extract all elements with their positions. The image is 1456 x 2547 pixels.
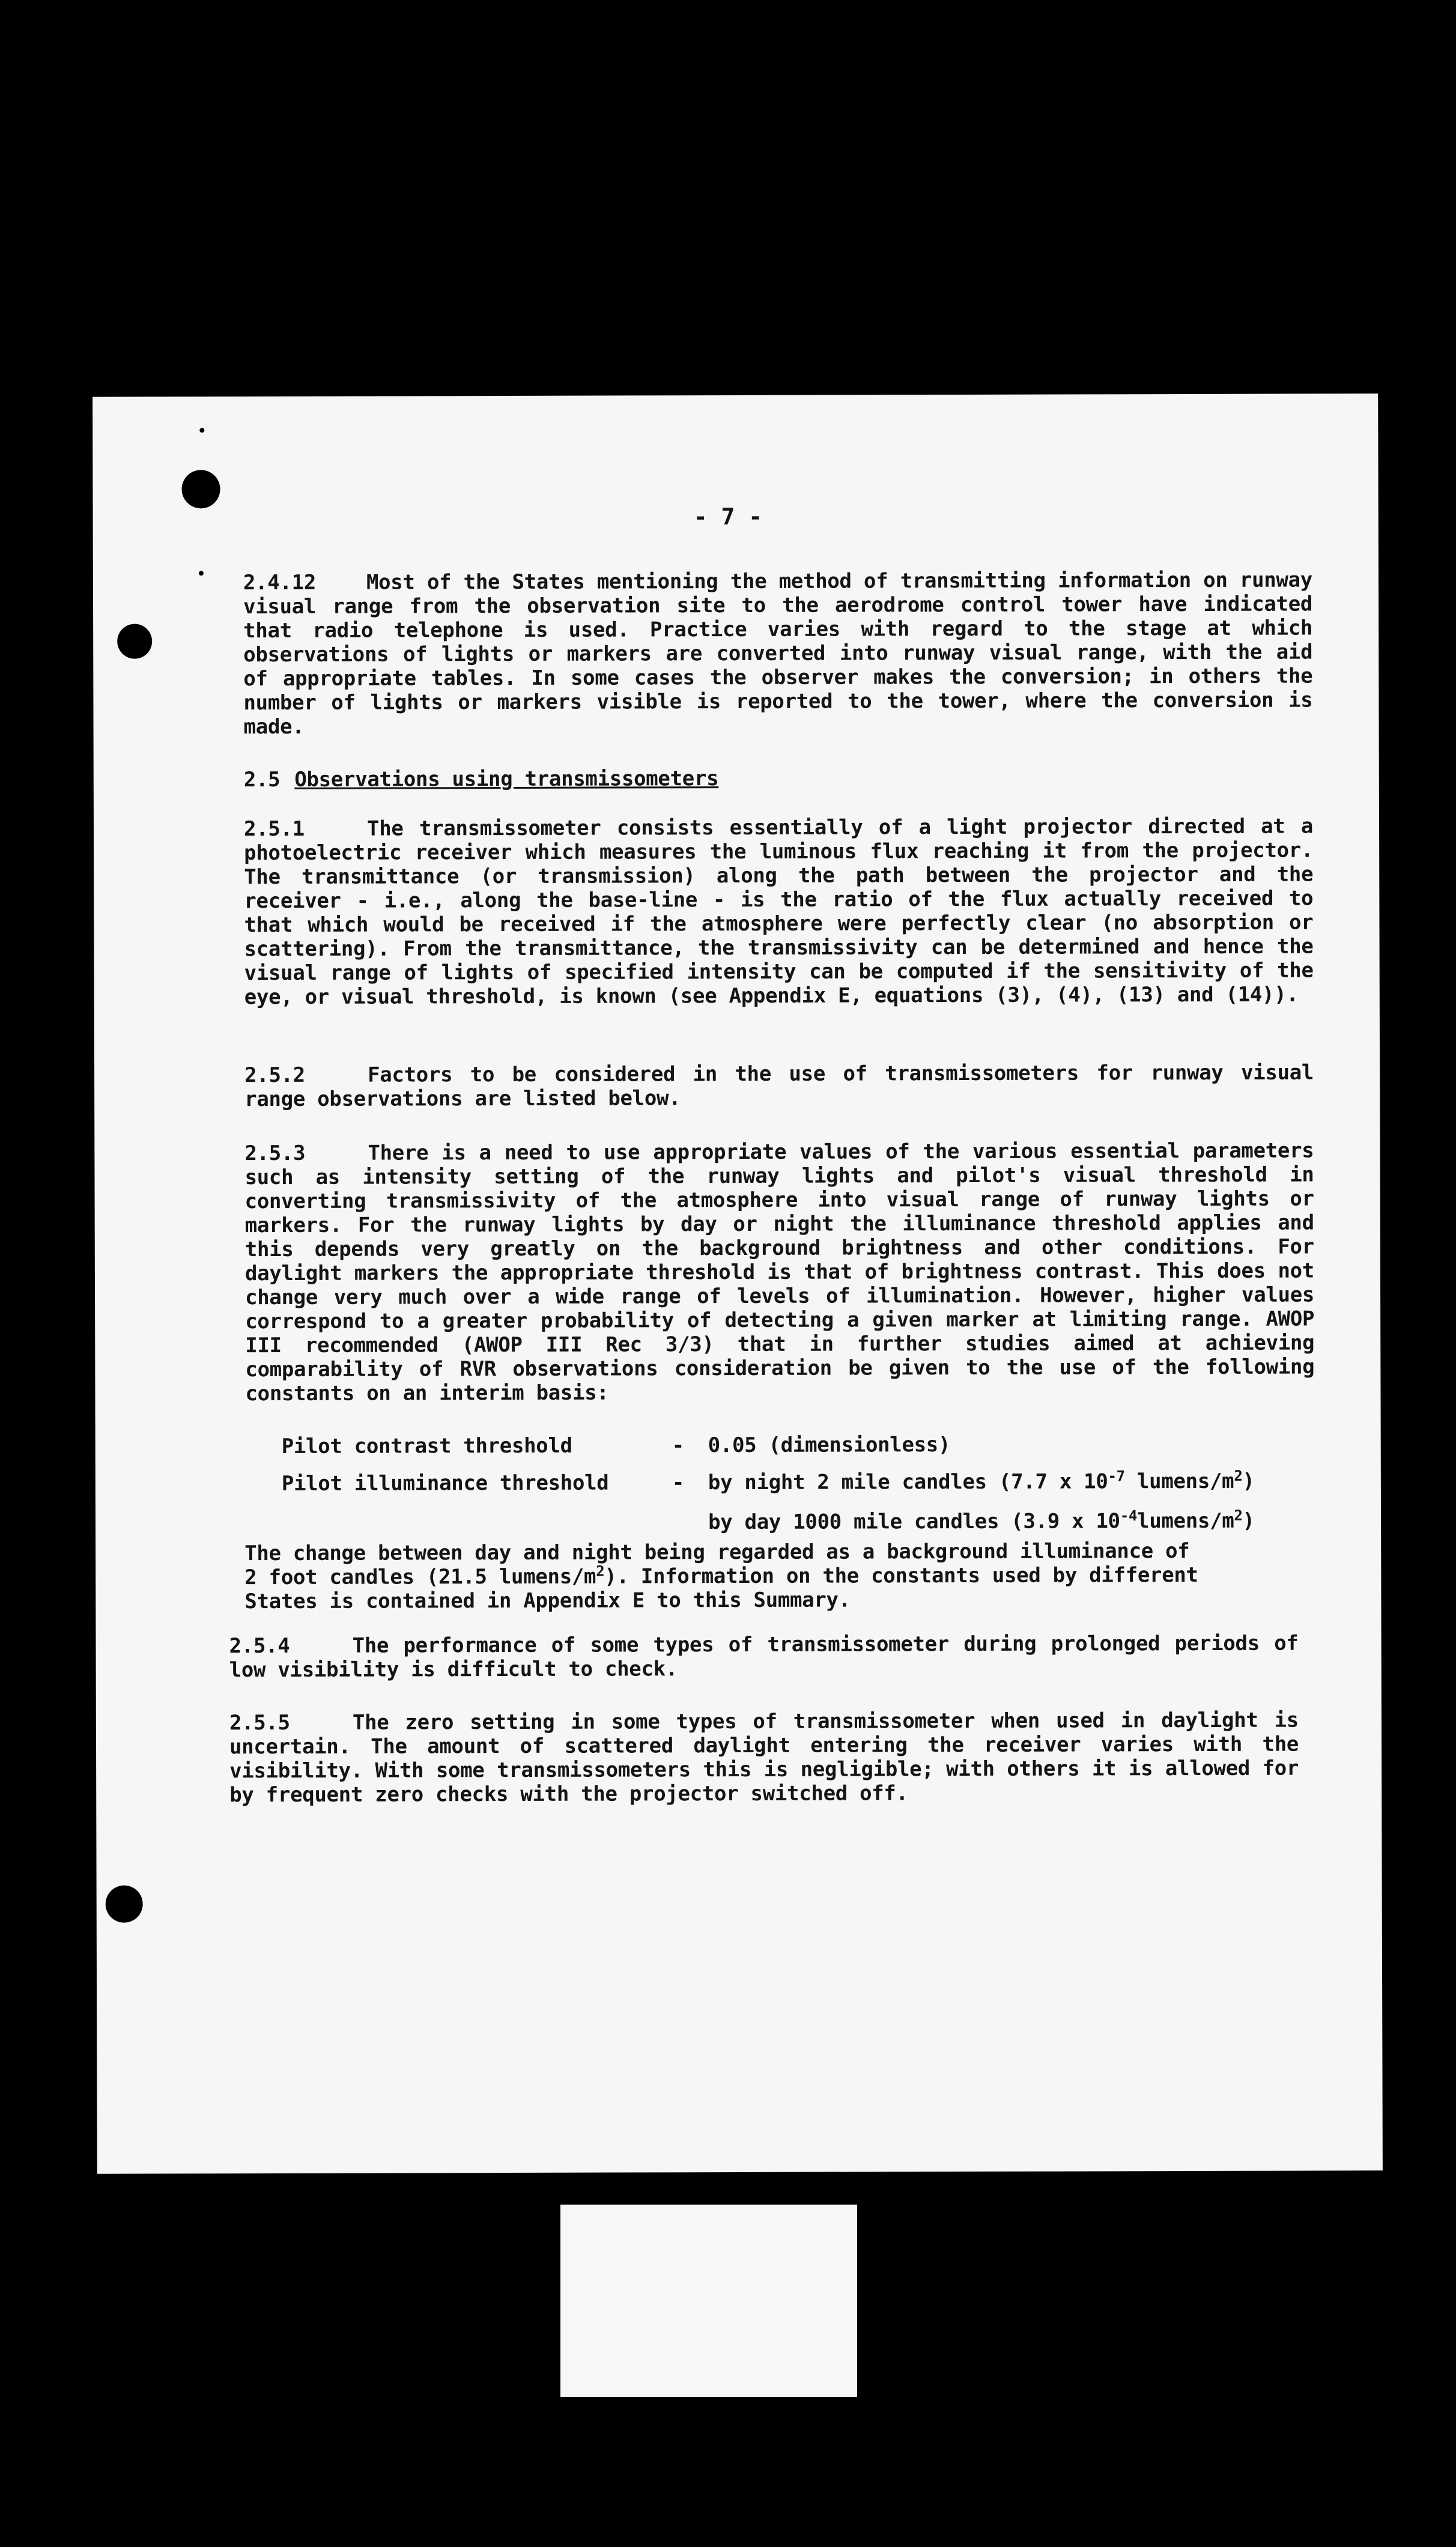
contrast-threshold-row [282, 1433, 951, 1459]
paragraph-text: Most of the States mentioning the method of transmitting information on runway visual range from the observation site to the aerodrome control tower have indicated that radio telephone is used. Practice varies with regard to the stage at which observations of lights or markers are converted into runway visual range, with the aid of appropriate tables. In some cases the observer makes the conversion; in others the number of lights or markers visible is reported to the tower, where the conversion is made. [243, 568, 1313, 739]
paragraph-2-5-3 [244, 1138, 1314, 1406]
paragraph-text: The performance of some types of transmissometer during prolonged periods of low visibility is difficult to check. [229, 1631, 1299, 1683]
continuation-line-1: The change between day and night being regarded as a background illuminance of [244, 1539, 1190, 1566]
paragraph-number: 2.5.2 [244, 1063, 306, 1088]
day-unit: lumens/m [1137, 1508, 1234, 1534]
paragraph-2-5-1 [244, 814, 1314, 1009]
document-page [93, 393, 1383, 2174]
punch-hole-middle [117, 624, 152, 659]
close-paren: ) [1242, 1469, 1255, 1493]
unit-exponent: 2 [596, 1562, 605, 1580]
illuminance-threshold-label: Pilot illuminance threshold [281, 1471, 609, 1496]
continuation-line-2 [244, 1563, 1198, 1589]
day-exponent: -4 [1120, 1507, 1138, 1525]
contrast-threshold-label: Pilot contrast threshold [281, 1433, 572, 1459]
continuation-text: 2 foot candles (21.5 lumens/m [244, 1564, 596, 1590]
punch-hole-top [181, 470, 220, 508]
day-value: by day 1000 mile candles (3.9 x 10 [708, 1509, 1120, 1535]
paragraph-text: There is a need to use appropriate values of the various essential parameters such as intensity setting of the runway lights and pilot's visual threshold in converting transmissivity of the atmosphere into visual range of runway lights or markers. For the runway lights by day or night the illuminance threshold applies and this depends very greatly on the background brightness and other conditions. For daylight markers the appropriate threshold is that of brightness contrast. This does not change very much over a wide range of levels of illumination. However, higher values correspond to a greater probability of detecting a given marker at limiting range. AWOP III recommended (AWOP III Rec 3/3) that in further studies aimed at achieving comparability of RVR observations consideration be given to the use of the following constants on an interim basis: [244, 1138, 1315, 1406]
paragraph-2-5-4 [229, 1632, 1299, 1683]
night-unit: lumens/m [1124, 1469, 1234, 1494]
speck-mark [199, 428, 204, 433]
section-number: 2.5 [243, 767, 281, 792]
contrast-threshold-value: 0.05 (dimensionless) [708, 1433, 951, 1458]
paragraph-number: 2.5.1 [243, 816, 305, 842]
unit-exponent: 2 [1234, 1467, 1243, 1484]
paragraph-number: 2.5.3 [244, 1141, 306, 1166]
section-title: Observations using transmissometers [294, 767, 719, 792]
continuation-text: ). Information on the constants used by different [604, 1562, 1198, 1589]
document-body [229, 393, 1372, 1808]
paragraph-text: The zero setting in some types of transmissometer when used in daylight is uncertain. The amount of scattered daylight entering the receiver varies with the visibility. With some transmissometers this is negligible; with others it is allowed for by frequent zero checks with the projector switched off. [229, 1708, 1299, 1808]
paragraph-2-4-12 [243, 568, 1313, 739]
dash: - [672, 1471, 685, 1495]
paragraph-2-5-5 [229, 1708, 1299, 1808]
paragraph-number: 2.5.5 [229, 1710, 290, 1735]
punch-hole-bottom [106, 1886, 143, 1923]
paragraph-number: 2.5.4 [229, 1633, 290, 1659]
illuminance-threshold-row [282, 1469, 1255, 1496]
day-threshold-row [708, 1509, 1255, 1534]
paragraph-text: Factors to be considered in the use of transmissometers for runway visual range observations are listed below. [244, 1060, 1314, 1112]
paper-scrap [560, 2205, 857, 2397]
close-paren: ) [1242, 1508, 1255, 1533]
dash: - [672, 1433, 684, 1458]
unit-exponent: 2 [1234, 1507, 1243, 1524]
night-exponent: -7 [1108, 1468, 1125, 1485]
paragraph-2-5-2 [244, 1060, 1314, 1111]
page-number: - 7 - [693, 503, 763, 530]
speck-mark [199, 571, 204, 575]
night-value: by night 2 mile candles (7.7 x 10 [708, 1469, 1108, 1495]
section-heading [244, 767, 719, 792]
paragraph-text: The transmissometer consists essentially of a light projector directed at a photoelectric receiver which measures the luminous flux reaching it from the projector. The transmittance (or transmission) along the path between the projector and the receiver - i.e., along the base-line - is the ratio of the flux actually received to that which would be received if the atmosphere were perfectly clear (no absorption or scattering). From the transmittance, the transmissivity can be determined and hence the visual range of lights of specified intensity can be computed if the sensitivity of the eye, or visual threshold, is known (see Appendix E, equations (3), (4), (13) and (14)). [244, 814, 1314, 1010]
paragraph-number: 2.4.12 [243, 570, 317, 595]
continuation-line-3: States is contained in Appendix E to this Summary. [244, 1588, 851, 1614]
